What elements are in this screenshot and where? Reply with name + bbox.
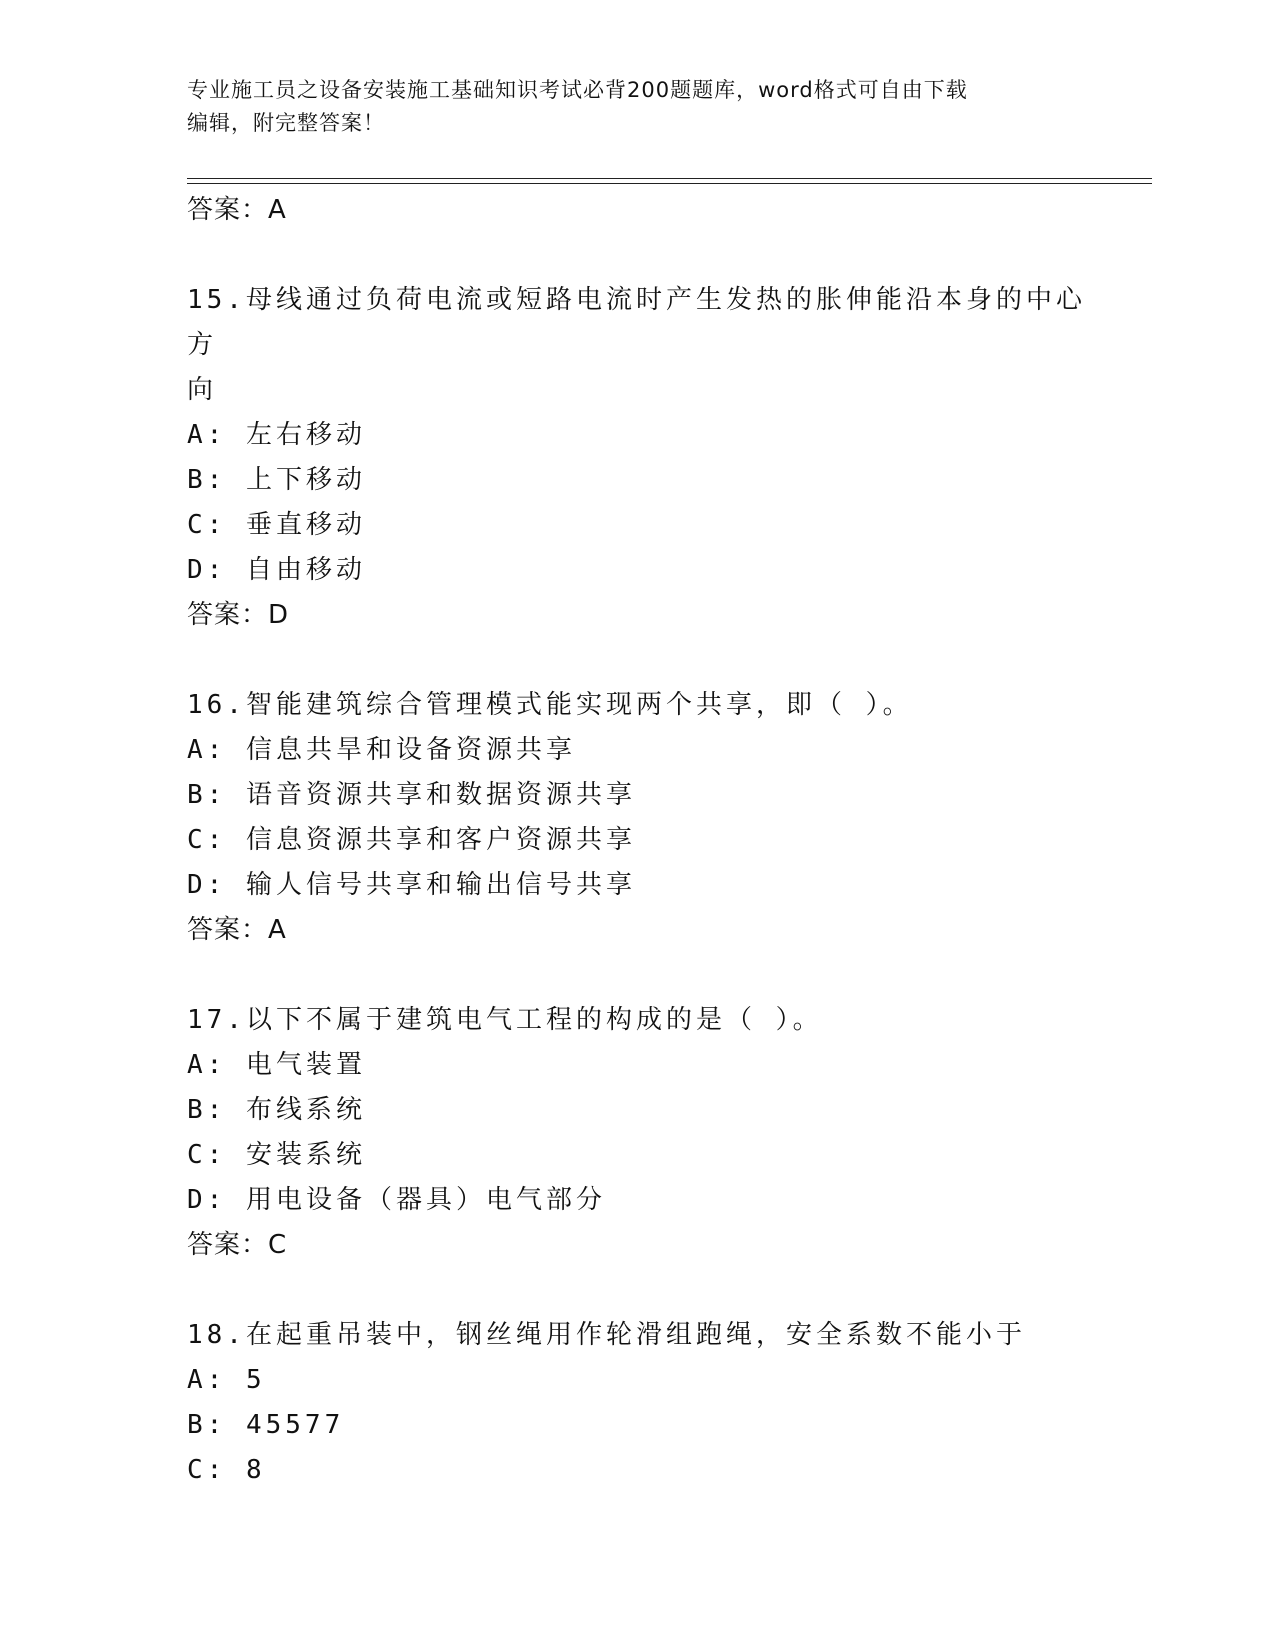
question-text: 17.以下不属于建筑电气工程的构成的是（ ）。 [187,1005,823,1035]
question-18 [187,1313,1087,1493]
option-b: B: 45577 [187,1410,345,1440]
header-divider-top [187,178,1152,179]
option-a: A: 电气装置 [187,1050,366,1080]
question-text: 16.智能建筑综合管理模式能实现两个共享，即（ ）。 [187,690,913,720]
answer: 答案：C [187,1230,288,1260]
option-a: A: 左右移动 [187,420,366,450]
header-line-1: 专业施工员之设备安装施工基础知识考试必背200题题库，word格式可自由下载 [187,78,968,102]
answer: 答案：A [187,915,287,945]
document-header [187,74,1067,140]
previous-answer: 答案：A [187,195,287,225]
option-a: A: 5 [187,1365,266,1395]
option-b: B: 布线系统 [187,1095,366,1125]
option-d: D: 输人信号共享和输出信号共享 [187,870,636,900]
question-17 [187,998,1087,1268]
option-c: C: 8 [187,1455,266,1485]
question-16 [187,683,1087,953]
option-b: B: 上下移动 [187,465,366,495]
question-text-cont: 向 [187,375,218,405]
option-c: C: 安装系统 [187,1140,366,1170]
option-c: C: 垂直移动 [187,510,366,540]
option-c: C: 信息资源共享和客户资源共享 [187,825,636,855]
question-text: 18.在起重吊装中，钢丝绳用作轮滑组跑绳，安全系数不能小于 [187,1320,1026,1350]
question-text: 15.母线通过负荷电流或短路电流时产生发热的胀伸能沿本身的中心方 [187,285,1086,360]
answer: 答案：D [187,600,290,630]
header-divider-bottom [187,183,1152,184]
option-d: D: 用电设备（器具）电气部分 [187,1185,606,1215]
option-a: A: 信息共旱和设备资源共享 [187,735,576,765]
question-15 [187,278,1087,638]
option-b: B: 语音资源共享和数据资源共享 [187,780,636,810]
question-list [187,188,1087,1493]
option-d: D: 自由移动 [187,555,366,585]
header-line-2: 编辑，附完整答案！ [187,111,385,135]
